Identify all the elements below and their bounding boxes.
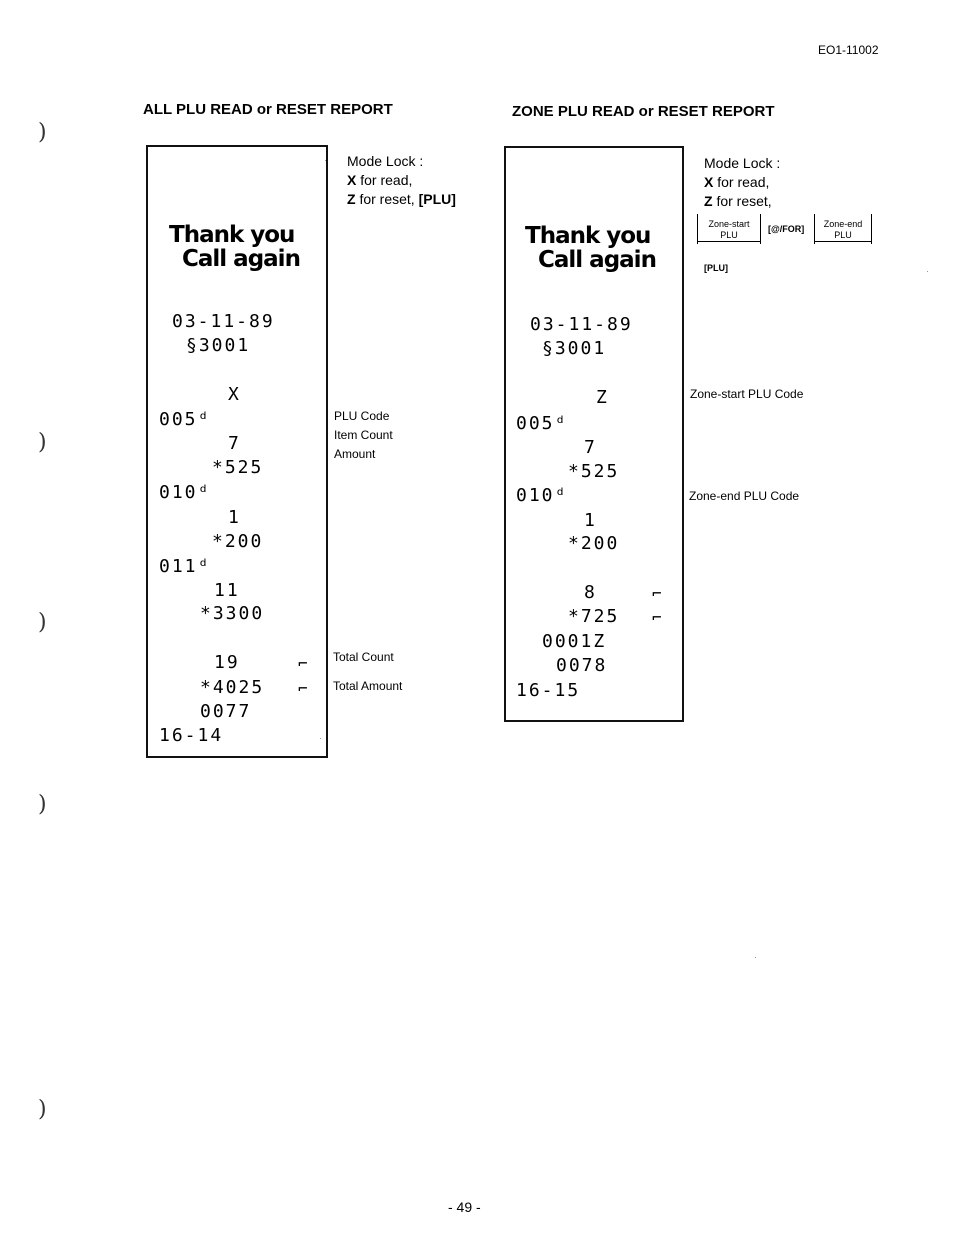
receipt-consecutive-number: 0077 [200,701,252,722]
total-mark-symbol: ⌐ [652,608,662,627]
plu-key: [PLU] [418,191,456,207]
binder-hole-mark: ) [38,610,47,635]
receipt-thanks-line2: Call again [182,246,300,272]
x-text: for read, [713,174,770,190]
page-number: - 49 - [448,1199,481,1215]
receipt-thanks-line1: Thank you [525,223,651,249]
receipt-thanks-line1: Thank you [169,222,295,248]
key-label: Zone-end [823,219,863,229]
receipt-total-count: 19 [214,652,240,673]
receipt-reset-count: 0001Z [542,631,607,652]
mode-read-instruction [347,171,412,190]
plu-key: [PLU] [704,263,728,273]
receipt-amount: *525 [212,457,264,478]
receipt-item-count: 1 [584,510,597,531]
mode-read-instruction [704,173,769,192]
receipt-item-count: 7 [584,437,597,458]
zone-plu-heading: ZONE PLU READ or RESET REPORT [512,103,775,120]
receipt-consecutive-number: 0078 [556,655,608,676]
key-label: Zone-start [708,219,750,229]
receipt-plu-code: 011ᵈ [159,556,211,577]
all-plu-receipt [146,145,328,758]
binder-hole-mark: ) [38,430,47,455]
zone-end-plu-key [814,214,872,244]
receipt-mode: Z [596,387,609,408]
total-mark-symbol: ⌐ [298,679,308,698]
receipt-date: 03-11-89 [172,311,275,332]
all-plu-heading: ALL PLU READ or RESET REPORT [143,101,393,118]
receipt-item-count: 11 [214,580,240,601]
receipt-item-count: 1 [228,507,241,528]
key-label: PLU [698,230,760,242]
document-number: EO1-11002 [818,43,879,57]
receipt-plu-code: 005ᵈ [516,413,568,434]
x-text: for read, [356,172,413,188]
z-key: Z [347,191,356,207]
item-count-label: Item Count [334,428,393,442]
zone-end-plu-code-label: Zone-end PLU Code [689,489,800,503]
receipt-thanks-line2: Call again [538,247,656,273]
receipt-date: 03-11-89 [530,314,633,335]
amount-label: Amount [334,447,376,461]
x-key: X [347,172,357,188]
receipt-total-count: 8 [584,582,597,603]
receipt-mode: X [228,384,241,405]
mode-lock-label: Mode Lock : [347,153,424,169]
z-text: for reset, [355,191,419,207]
for-key: [@/FOR] [768,224,805,234]
receipt-total-amount: *4025 [200,677,265,698]
z-key: Z [704,193,713,209]
total-mark-symbol: ⌐ [652,584,662,603]
receipt-amount: *525 [568,461,620,482]
mode-lock-label: Mode Lock : [704,155,781,171]
key-label: PLU [815,230,871,242]
x-key: X [704,174,714,190]
z-text: for reset, [712,193,772,209]
mode-reset-instruction [704,192,772,211]
receipt-amount: *200 [212,531,264,552]
receipt-store-number: §3001 [186,335,251,356]
receipt-time: 16-14 [159,725,224,746]
receipt-total-amount: *725 [568,606,620,627]
zone-start-plu-key [697,214,761,244]
binder-hole-mark: ) [38,1097,47,1122]
binder-hole-mark: ) [38,120,47,145]
total-amount-label: Total Amount [333,679,403,693]
zone-plu-receipt [504,146,684,722]
plu-code-label: PLU Code [334,409,390,423]
receipt-plu-code: 005ᵈ [159,409,211,430]
total-mark-symbol: ⌐ [298,654,308,673]
receipt-amount: *3300 [200,603,265,624]
receipt-plu-code: 010ᵈ [516,485,568,506]
receipt-amount: *200 [568,533,620,554]
mode-reset-instruction [347,190,456,209]
receipt-item-count: 7 [228,433,241,454]
receipt-time: 16-15 [516,680,581,701]
zone-start-plu-code-label: Zone-start PLU Code [690,387,804,401]
total-count-label: Total Count [333,650,394,664]
receipt-plu-code: 010ᵈ [159,482,211,503]
binder-hole-mark: ) [38,792,47,817]
receipt-store-number: §3001 [542,338,607,359]
